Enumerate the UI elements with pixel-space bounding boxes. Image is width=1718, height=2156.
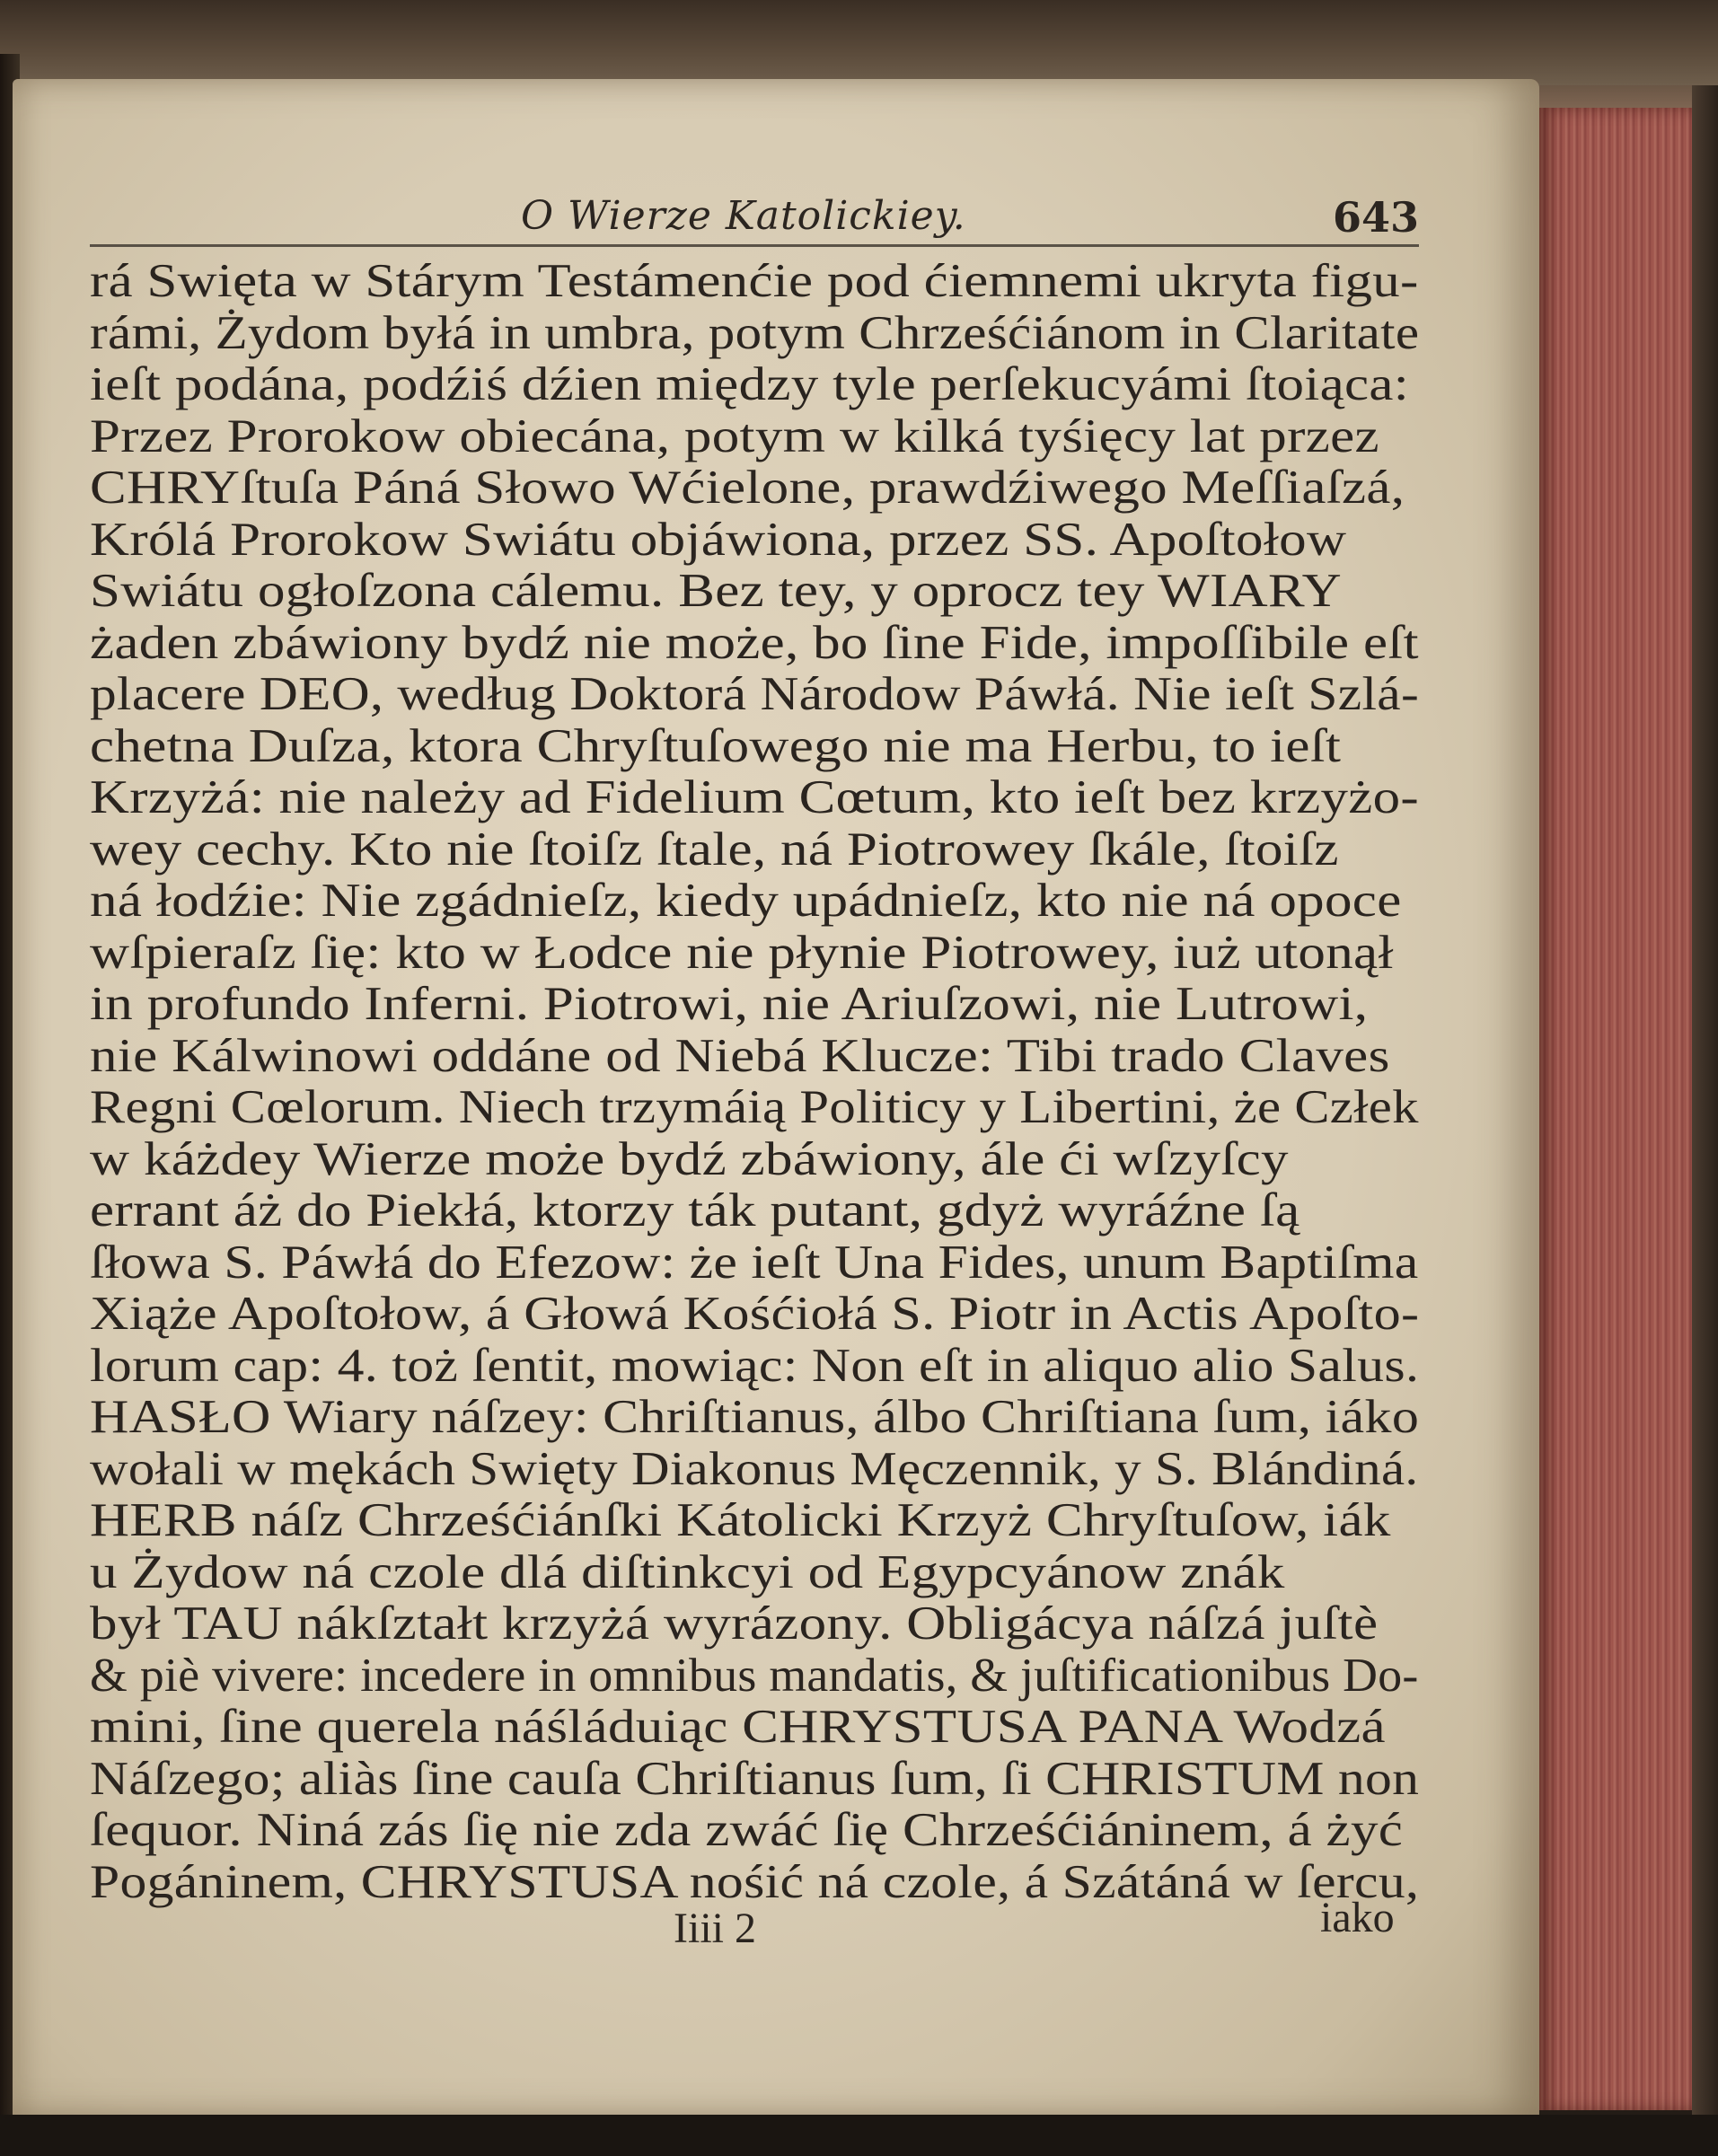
signature-mark: Iiii 2 bbox=[674, 1905, 756, 1952]
running-title: O Wierze Katolickiey. bbox=[521, 193, 966, 239]
book-cover-top bbox=[0, 0, 1718, 85]
page-header bbox=[90, 193, 1419, 247]
catchword: iako bbox=[1320, 1894, 1395, 1941]
red-page-edges bbox=[1539, 108, 1692, 2110]
page-footer bbox=[90, 1894, 1419, 1958]
binding-shadow bbox=[1692, 85, 1718, 2156]
body-text: rá Swięta w Stárym Testámenćie pod ćiemnemi ukryta figu- rámi, Żydom byłá in umbra, potym Chrześćiánom in Claritate ieſt podána, podźiś dźien między tyle perſekucyámi ſtoiąca: Przez Prorokow obiecána, potym w kilká tyśięcy lat przez CHRYſtuſa Páná Słowo Wćielone, prawdźiwego Meſſiaſzá, Królá Prorokow Swiátu objáwiona, przez SS. Apoſtołow Swiátu ogłoſzona cálemu. Bez tey, y oprocz tey WIARY żaden zbáwiony bydź nie może, bo ſine Fide, impoſſibile eſt placere DEO, według Doktorá Národow Páwłá. Nie ieſt Szlá- chetna Duſza, ktora Chryſtuſowego nie ma Herbu, to ieſt Krzyżá: nie należy ad Fidelium Cœtum, kto ieſt bez krzyżo- wey cechy. Kto nie ſtoiſz ſtale, ná Piotrowey ſkále, ſtoiſz ná łodźie: Nie zgádnieſz, kiedy upádnieſz, kto nie ná opoce wſpieraſz ſię: kto w Łodce nie płynie Piotrowey, iuż utonął in profundo Inferni. Piotrowi, nie Ariuſzowi, nie Lutrowi, nie Kálwinowi oddáne od Niebá Klucze: Tibi trado Claves Regni Cœlorum. Niech trzymáią Politicy y Libertini, że Człek w káżdey Wierze może bydź zbáwiony, ále ći wſzyſcy errant áż do Piekłá, ktorzy ták putant, gdyż wyráźne ſą ſłowa S. Páwłá do Efezow: że ieſt Una Fides, unum Baptiſma Xiąże Apoſtołow, á Głowá Kośćiołá S. Piotr in Actis Apoſto- lorum cap: 4. toż ſentit, mowiąc: Non eſt in aliquo alio Salus. HASŁO Wiary náſzey: Chriſtianus, álbo Chriſtiana ſum, iáko wołali w mękách Swięty Diakonus Męczennik, y S. Blándiná. HERB náſz Chrześćiánſki Kátolicki Krzyż Chryſtuſow, iák u Żydow ná czole dlá diſtinkcyi od Egypcyánow znák był TAU nákſztałt krzyżá wyrázony. Obligácya náſzá juſtè & piè vivere: incedere in omnibus mandatis, & juſtificationibus Do- mini, ſine querela náśláduiąc CHRYSTUSA PANA Wodzá Náſzego; aliàs ſine cauſa Chriſtianus ſum, ſi CHRISTUM non ſequor. Niná zás ſię nie zda zwáć ſię Chrześćiáninem, á żyć Pogáninem, CHRYSTUSA nośić ná czole, á Szátáná w ſercu, bbox=[90, 255, 1420, 1908]
header-rule bbox=[90, 244, 1419, 247]
page-number: 643 bbox=[1332, 193, 1419, 242]
bottom-shadow bbox=[0, 2115, 1718, 2156]
